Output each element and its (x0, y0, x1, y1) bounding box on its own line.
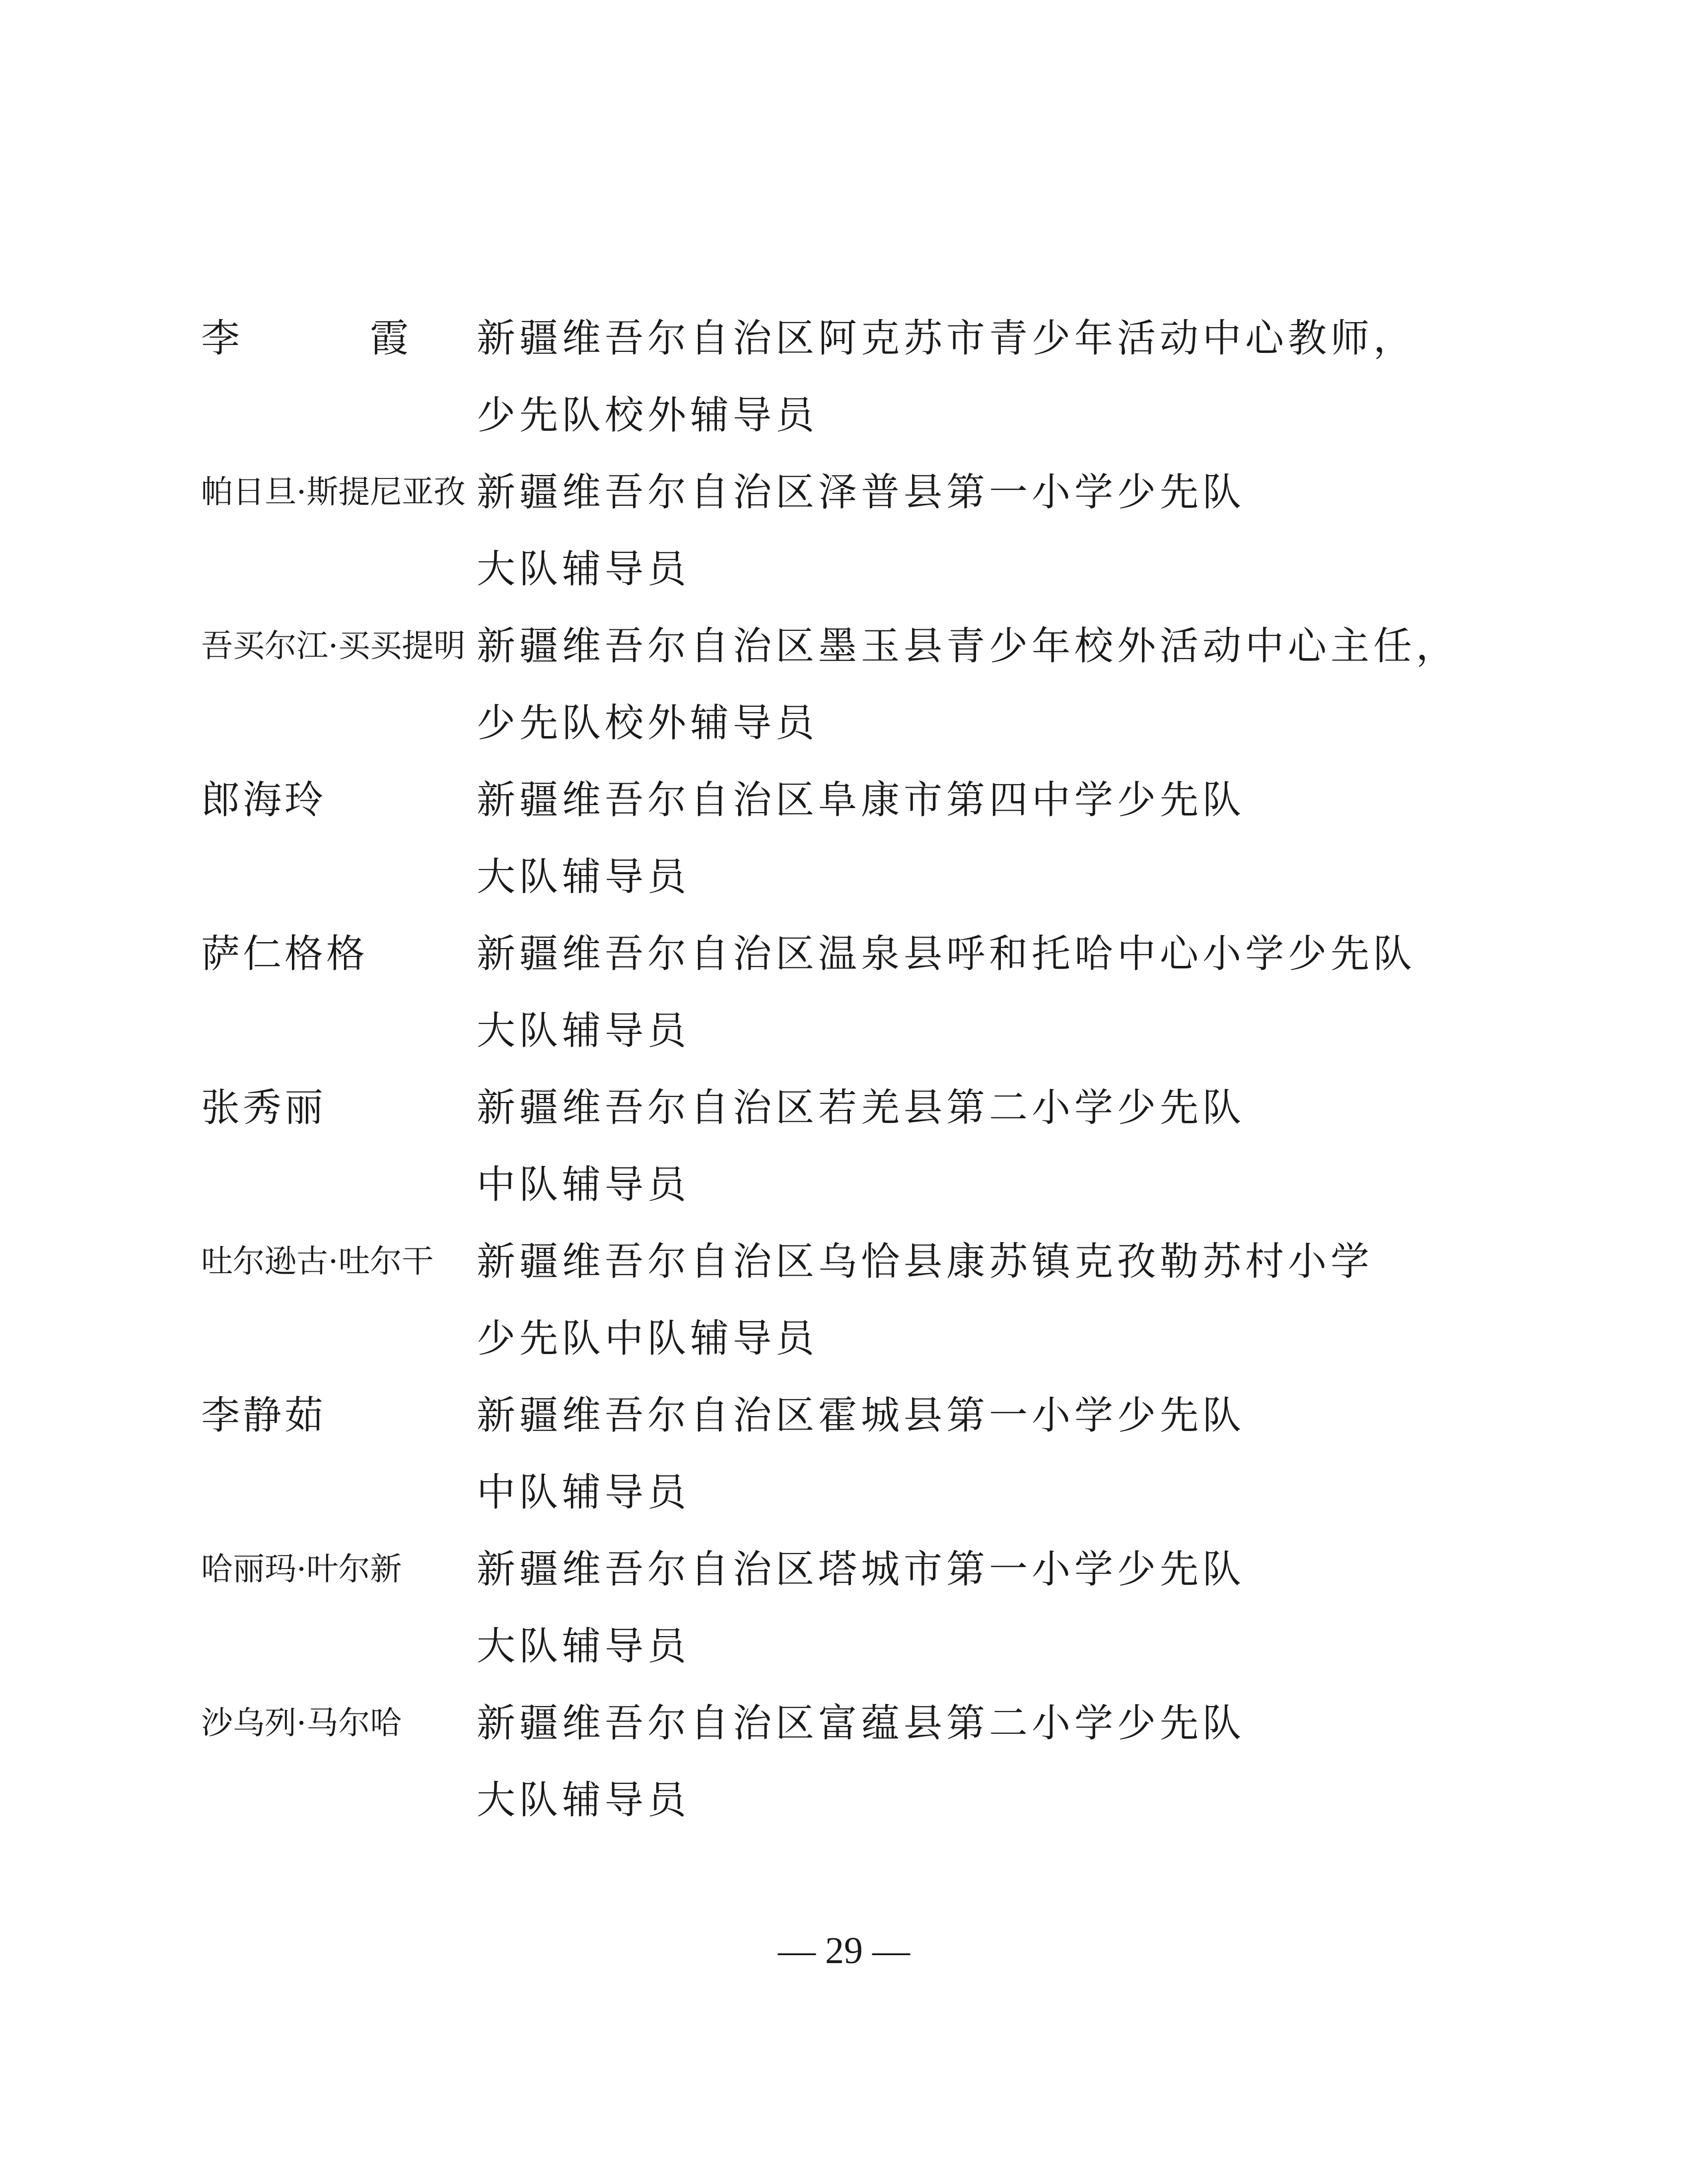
description-line: 新疆维吾尔自治区泽普县第一小学少先队 (477, 470, 1246, 515)
person-description (477, 762, 1542, 916)
list-item (201, 1224, 1542, 1377)
description-line: 少先队中队辅导员 (477, 1316, 819, 1361)
person-description (477, 1070, 1542, 1224)
list-item (201, 916, 1542, 1070)
list-item (201, 454, 1542, 608)
person-name: 萨仁格格 (201, 932, 368, 976)
description-line: 新疆维吾尔自治区阜康市第四中学少先队 (477, 778, 1246, 822)
description-line: 新疆维吾尔自治区阿克苏市青少年活动中心教师， (477, 316, 1416, 361)
person-description (477, 1224, 1542, 1377)
description-line: 新疆维吾尔自治区富蕴县第二小学少先队 (477, 1701, 1246, 1746)
description-line: 新疆维吾尔自治区塔城市第一小学少先队 (477, 1547, 1246, 1592)
page-number: — 29 — (778, 1930, 910, 1972)
person-name: 郎海玲 (201, 778, 327, 822)
list-item (201, 300, 1542, 454)
person-name: 张秀丽 (201, 1086, 327, 1130)
person-name: 吐尔逊古·吐尔干 (201, 1243, 434, 1280)
list-item (201, 608, 1542, 762)
description-line: 新疆维吾尔自治区温泉县呼和托哈中心小学少先队 (477, 932, 1416, 976)
description-line: 中队辅导员 (477, 1470, 691, 1515)
list-item (201, 762, 1542, 916)
person-description (477, 1377, 1542, 1531)
description-line: 新疆维吾尔自治区墨玉县青少年校外活动中心主任， (477, 624, 1459, 669)
description-line: 大队辅导员 (477, 1624, 691, 1669)
description-line: 新疆维吾尔自治区若羌县第二小学少先队 (477, 1086, 1246, 1130)
description-line: 大队辅导员 (477, 1009, 691, 1053)
person-name: 李 霞 (201, 316, 455, 361)
description-line: 新疆维吾尔自治区乌恰县康苏镇克孜勒苏村小学 (477, 1239, 1374, 1284)
person-description (477, 1531, 1542, 1685)
person-name: 沙乌列·马尔哈 (201, 1705, 402, 1742)
description-line: 中队辅导员 (477, 1162, 691, 1207)
description-line: 大队辅导员 (477, 547, 691, 592)
list-item (201, 1531, 1542, 1685)
person-name: 吾买尔江·买买提明 (201, 628, 466, 665)
person-description (477, 916, 1542, 1070)
person-description (477, 608, 1542, 762)
person-name: 李静茹 (201, 1393, 327, 1438)
list-item (201, 1685, 1542, 1839)
person-name: 哈丽玛·叶尔新 (201, 1551, 402, 1588)
list-item (201, 1070, 1542, 1224)
description-line: 新疆维吾尔自治区霍城县第一小学少先队 (477, 1393, 1246, 1438)
description-line: 少先队校外辅导员 (477, 701, 819, 746)
description-line: 大队辅导员 (477, 1778, 691, 1823)
person-name: 帕日旦·斯提尼亚孜 (201, 474, 466, 511)
awardee-list (201, 300, 1542, 1839)
description-line: 大队辅导员 (477, 855, 691, 899)
description-line: 少先队校外辅导员 (477, 393, 819, 438)
person-description (477, 454, 1542, 608)
person-description (477, 1685, 1542, 1839)
person-description (477, 300, 1542, 454)
list-item (201, 1377, 1542, 1531)
